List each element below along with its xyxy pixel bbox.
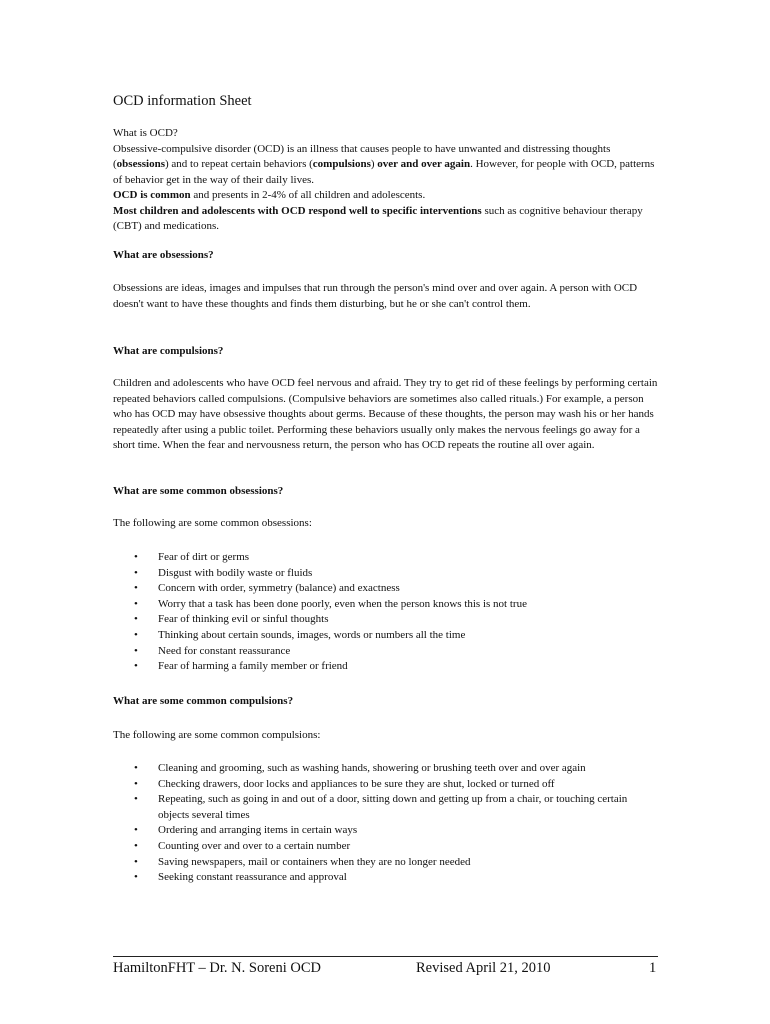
- common-compulsions-intro: The following are some common compulsions:: [113, 729, 321, 741]
- heading-obsessions: What are obsessions?: [113, 249, 214, 261]
- list-item: [113, 792, 658, 823]
- intro-text: ): [370, 158, 378, 170]
- list-item-text: Repeating, such as going in and out of a door, sitting down and getting up from a chair, or touching certain objects several times: [158, 793, 628, 821]
- intro-text: . However, for people with OCD, patterns of behavior get in the way of their daily lives.: [113, 158, 655, 186]
- bullet-icon: •: [134, 597, 138, 610]
- list-item: [113, 581, 658, 597]
- bullet-icon: •: [134, 762, 138, 774]
- intro-section: [113, 126, 658, 235]
- respond-well-bold: Most children and adolescents with OCD respond well to specific interventions: [113, 204, 482, 217]
- bullet-icon: •: [134, 628, 138, 641]
- list-item-text: Fear of dirt or germs: [158, 551, 250, 563]
- footer-divider: [113, 956, 658, 957]
- heading-compulsions: What are compulsions?: [113, 345, 224, 357]
- bullet-icon: •: [134, 566, 138, 579]
- term-obsessions: obsessions: [116, 158, 165, 170]
- list-item: [113, 777, 658, 793]
- bullet-icon: •: [134, 824, 138, 837]
- footer-left: HamiltonFHT – Dr. N. Soreni OCD: [113, 960, 321, 976]
- intro-text: ) and to repeat certain behaviors (: [164, 158, 313, 170]
- list-item: [113, 612, 658, 628]
- list-item-text: Cleaning and grooming, such as washing hands, showering or brushing teeth over and over again: [158, 762, 586, 774]
- intro-question: What is OCD?: [113, 127, 178, 139]
- term-compulsions: compulsions: [312, 158, 371, 170]
- list-item: [113, 855, 658, 871]
- list-item-text: Concern with order, symmetry (balance) and exactness: [158, 582, 400, 595]
- heading-common-obsessions: What are some common obsessions?: [113, 485, 284, 497]
- common-obsessions-intro: The following are some common obsessions:: [113, 517, 312, 529]
- intro-text: Obsessive-compulsive disorder (OCD) is an illness that causes people to have unwanted and distressing thoughts (: [113, 142, 611, 170]
- bullet-icon: •: [134, 793, 138, 806]
- obsessions-text: Obsessions are ideas, images and impulses that run through the person's mind over and over again. A person with OCD doesn't want to have these thoughts and finds them disturbing, but he or she can't control them.: [113, 282, 638, 310]
- bullet-icon: •: [134, 871, 138, 884]
- list-item: [113, 839, 658, 855]
- bullet-icon: •: [134, 551, 138, 563]
- list-item-text: Fear of thinking evil or sinful thoughts: [158, 613, 329, 626]
- compulsions-list: [113, 761, 658, 886]
- term-over-and-over: over and over again: [377, 158, 471, 170]
- intro-text: and presents in 2-4% of all children and adolescents.: [190, 189, 426, 201]
- obsessions-list: [113, 550, 658, 675]
- list-item-text: Thinking about certain sounds, images, words or numbers all the time: [158, 628, 466, 641]
- intro-text: such as cognitive behaviour therapy (CBT) and medications.: [113, 204, 643, 232]
- list-item: [113, 628, 658, 644]
- list-item-text: Disgust with bodily waste or fluids: [158, 566, 313, 579]
- list-item-text: Worry that a task has been done poorly, even when the person knows this is not true: [158, 597, 527, 610]
- list-item: [113, 597, 658, 613]
- list-item-text: Checking drawers, door locks and appliances to be sure they are shut, locked or turned off: [158, 777, 555, 790]
- bullet-icon: •: [134, 855, 138, 868]
- list-item-text: Need for constant reassurance: [158, 644, 291, 657]
- list-item: [113, 644, 658, 660]
- list-item-text: Ordering and arranging items in certain ways: [158, 824, 358, 837]
- page-title: OCD information Sheet: [113, 93, 252, 109]
- footer-page-number: 1: [649, 960, 657, 976]
- list-item: [113, 550, 658, 566]
- compulsions-text: Children and adolescents who have OCD feel nervous and afraid. They try to get rid of these feelings by performing certain repeated behaviors called compulsions. (Compulsive behaviors are sometimes also called rituals.) For example, a person who has OCD may have obsessive thoughts about germs. Because of these thoughts, the person may wash his or her hands repeatedly after using a public toilet. Performing these behaviors usually only makes the nervous feelings go away for a short time. When the fear and nervousness return, the person who has OCD repeats the routine all over again.: [113, 377, 658, 451]
- list-item: [113, 659, 658, 675]
- bullet-icon: •: [134, 613, 138, 626]
- list-item: [113, 566, 658, 582]
- footer-revised-date: Revised April 21, 2010: [416, 960, 551, 976]
- bullet-icon: •: [134, 777, 138, 790]
- list-item: [113, 823, 658, 839]
- list-item-text: Saving newspapers, mail or containers when they are no longer needed: [158, 855, 471, 868]
- bullet-icon: •: [134, 582, 138, 595]
- list-item: [113, 761, 658, 777]
- list-item-text: Counting over and over to a certain number: [158, 839, 351, 852]
- list-item-text: Fear of harming a family member or friend: [158, 660, 348, 673]
- list-item: [113, 870, 658, 886]
- bullet-icon: •: [134, 644, 138, 657]
- bullet-icon: •: [134, 660, 138, 673]
- heading-common-compulsions: What are some common compulsions?: [113, 695, 294, 707]
- bullet-icon: •: [134, 839, 138, 852]
- ocd-common-bold: OCD is common: [113, 189, 191, 201]
- list-item-text: Seeking constant reassurance and approval: [158, 871, 347, 884]
